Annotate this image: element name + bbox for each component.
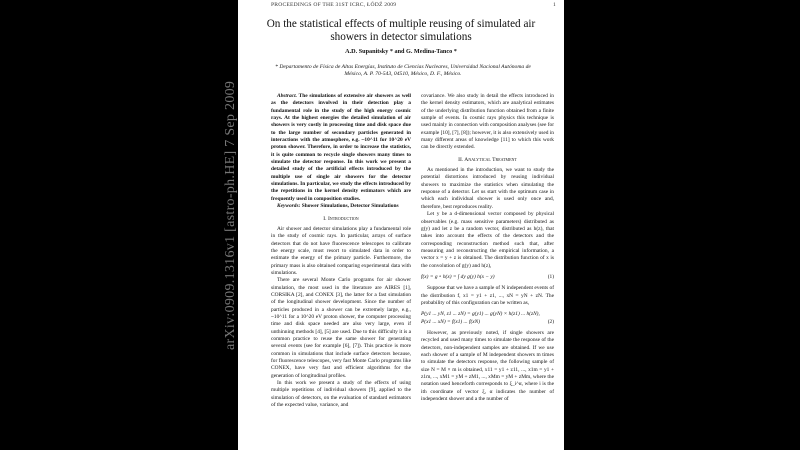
equation-2a: P(y1 ... yN, z1 ... zN) = g(y1) ... g(yN) × h(z1) ... h(zN), [421,311,540,318]
equation-1 [421,274,554,281]
equation-1-number: (1) [547,273,554,280]
paragraph: However, as previously noted, if single showers are recycled and used many times to simulate the response of the detectors, non-independent samples are obtained. If we use each shower of a sample of M independent showers m times to simulate the detectors response, the following sample of size N = M × m is obtained, x11 = y1 + z11, ..., x1m = y1 + z1m, ..., xM1 = yM + zM1, ..., xMm = yM + zMm, where the notation used henceforth corresponds to ξ_i^α, where i is the ith coordinate of vector ξ, α indicates the number of independent shower and a the number of [421,329,554,403]
authors: A.D. Supanitsky * and G. Medina-Tanco * [345,48,457,55]
paper-page [223,0,564,450]
paper-title: On the statistical effects of multiple reusing of simulated air showers in detector simulations [266,18,536,43]
right-column [421,93,554,403]
equation-1-body: f(x) = g ∘ h(x) = ∫ dy g(y) h(x − y) [421,273,495,280]
section-heading-intro: I. Introduction [323,215,359,222]
equation-2-number: (2) [547,318,554,325]
paragraph: Air shower and detector simulations play a fundamental role in the study of cosmic rays. In particular, arrays of surface detectors that do not have fluorescence telescopes to calibrate the energy scale, must resort to simulated data in order to estimate the energy of the primary particle. Furthermore, the primary mass is also obtained comparing experimental data with simulations. [271,225,411,276]
paragraph: In this work we present a study of the effects of using multiple repetitions of individual showers [9], applied to the simulation of detectors, on the evaluation of standard estimators of the expected value, variance, and [271,380,411,409]
keywords [271,203,411,210]
abstract-text: The simulations of extensive air showers as well as the detectors involved in their detection play a fundamental role in the study of the high energy cosmic rays. At the highest energies the detailed simulation of air showers is very costly in processing time and disk space due to the large number of secondary particles generated in interactions with the atmosphere, e.g. ~10^11 for 10^20 eV proton shower. Therefore, in order to increase the statistics, it is quite common to recycle single showers many times to simulate the detector response. In this work we present a detailed study of the artificial effects introduced by the multiple use of single air showers for the detector simulations. In particular, we study the effects introduced by the repetitions in the kernel density estimators which are frequently used in composition studies. [271,93,411,202]
section-heading-analytical: II. Analytical Treatment [458,156,517,163]
left-column [271,93,411,409]
paragraph: There are several Monte Carlo programs for air shower simulation, the most used in the literature are AIRES [1], CORSIKA [2], and CONEX [3], the latter for a fast simulation of the longitudinal shower development. Since the number of particles produced in a shower can be extremely large, e.g., ~10^11 for a 10^20 eV proton shower, the computer processing time and disk space needed are also very large, even if unthinning methods [4], [5] are used. Due to this difficulty it is a common practice to reuse the same shower for generating several events (see for example [6], [7]). This practice is more common in simulations that include surface detectors because, for fluorescence telescopes, very fast Monte Carlo programs like CONEX, have very fast and efficient algorithms for the generation of longitudinal profiles. [271,277,411,379]
equation-2b: P(x1 ... xN) = f(x1) ... f(xN) [421,318,481,325]
equation-2 [421,311,554,326]
arxiv-identifier: arXiv:0909.1316v1 [astro-ph.HE] 7 Sep 2009 [223,80,238,350]
keywords-text: Shower Simulations, Detector Simulations [301,203,399,210]
abstract [271,93,411,203]
paragraph: As mentioned in the introduction, we want to study the potential distortions introduced by reusing individual showers to maximize the statistics when simulating the response of a detector. Let us start with the optimum case in which each individual shower is used only once and, therefore, best reproduces reality. [421,167,554,210]
abstract-label: Abstract. [277,93,297,99]
paragraph: Suppose that we have a sample of N independent events of the distribution f, x1 = y1 + z1, ..., xN = yN + zN. The probability of this configuration can be written as, [421,285,554,306]
running-header-text: PROCEEDINGS OF THE 31ST ICRC, ŁÓDŹ 2009 [271,2,397,8]
affiliation: * Departamento de Física de Altas Energías, Instituto de Ciencias Nucleares, Universidad Nacional Autónoma de México, A. P. 70-543, 04510, México, D. F., México. [275,64,531,77]
paragraph: Let y be a d-dimensional vector composed by physical observables (e.g. mass sensitive parameters) distributed as g(y) and let z be a random vector, distributed as h(z), that takes into account the effects of the detectors and the corresponding reconstruction method such that, after measuring and reconstructing the empirical information, a vector x = y + z is obtained. The distribution function of x is the convolution of g(y) and h(z), [421,211,554,269]
keywords-label: Keywords: [277,203,301,210]
running-header [271,2,556,8]
paragraph: covariance. We also study in detail the effects introduced in the kernel density estimators, which are analytical estimates of the underlying distribution function obtained from a finite sample of events. In cosmic rays physics this technique is used mainly in connection with composition analyses (see for example [10], [7], [8]); however, it is also extensively used in many different areas of knowledge [11] to which this work can be directly extended. [421,93,554,151]
page-number: 1 [553,2,556,8]
